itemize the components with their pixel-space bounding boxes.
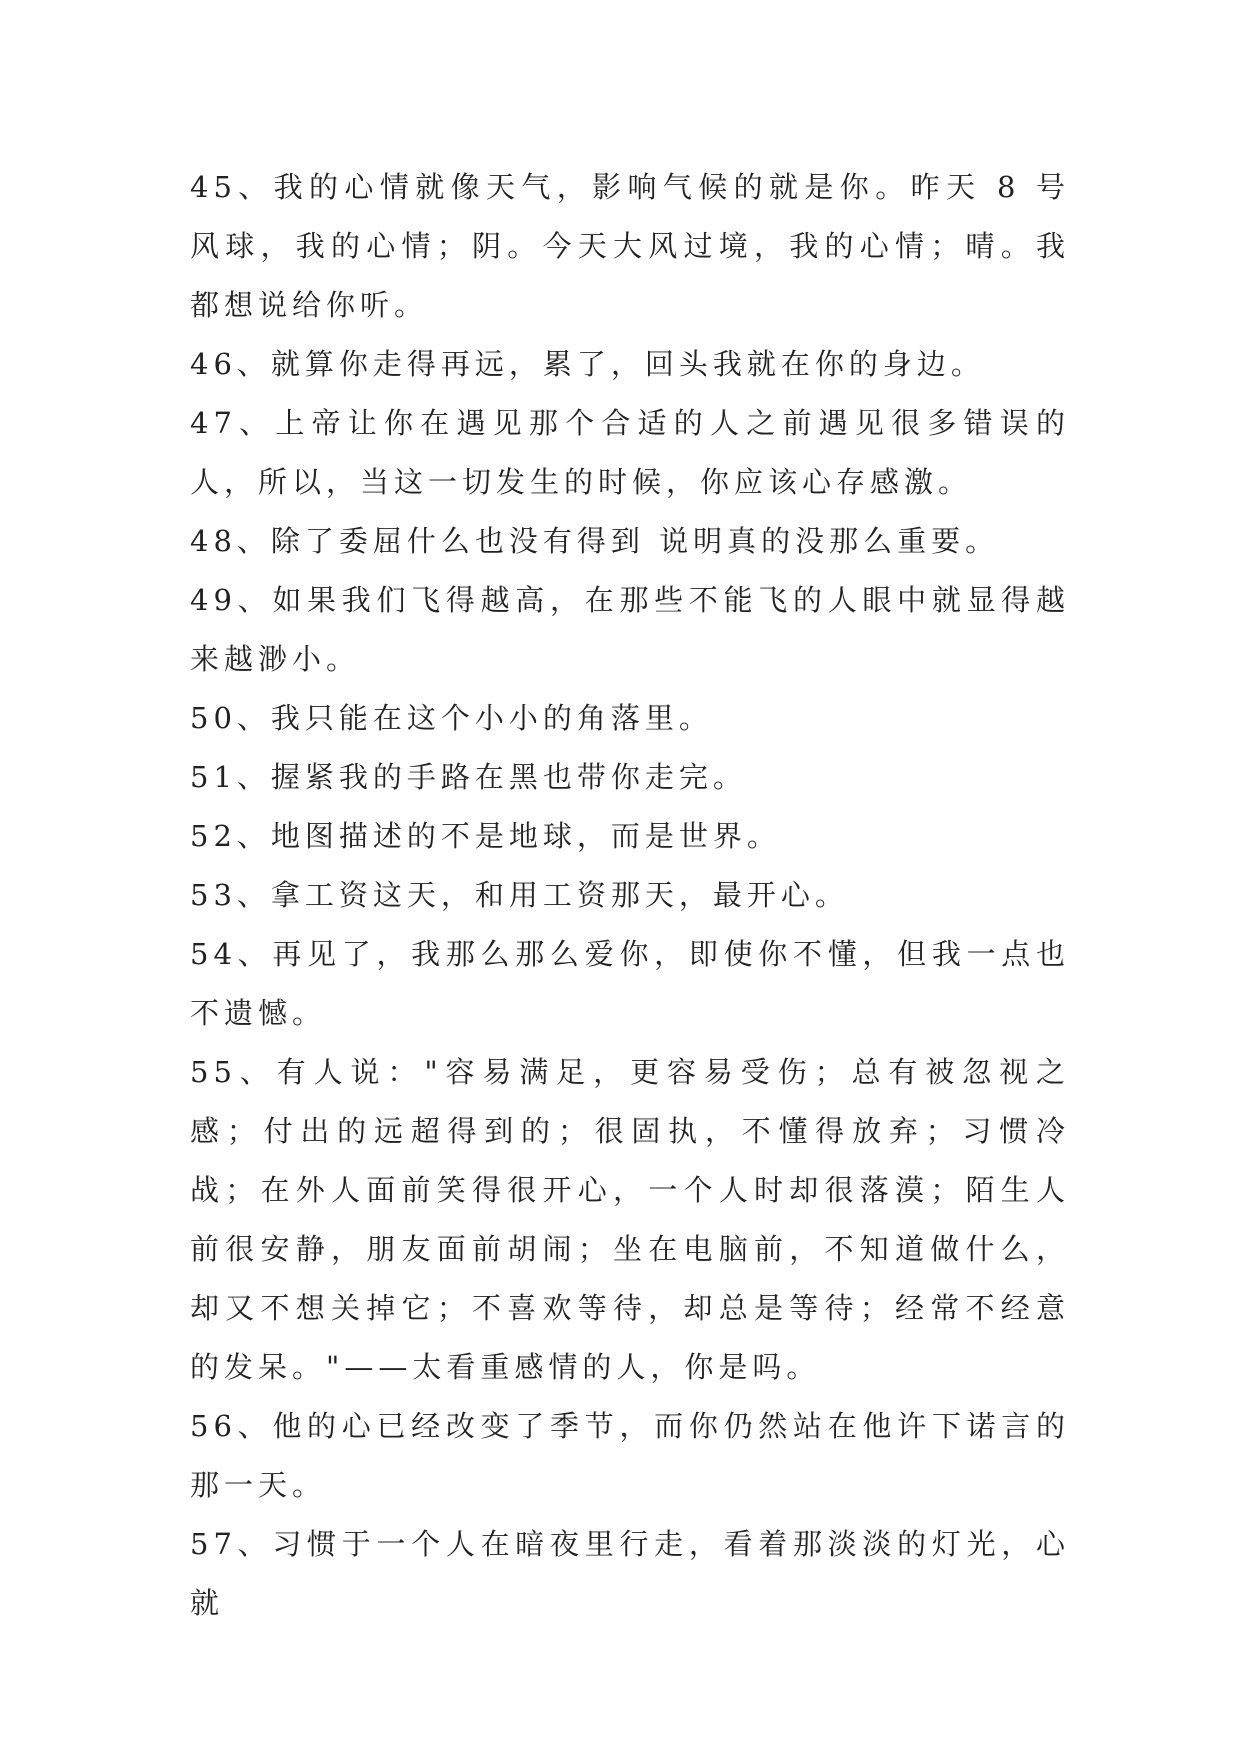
paragraph-50: 50、我只能在这个小小的角落里。 bbox=[190, 701, 713, 735]
paragraph-52: 52、地图描述的不是地球，而是世界。 bbox=[190, 819, 781, 853]
document-body bbox=[190, 158, 1070, 1633]
paragraph-47: 47、上帝让你在遇见那个合适的人之前遇见很多错误的人，所以，当这一切发生的时候，你应该心存感激。 bbox=[190, 406, 1070, 499]
paragraph-48: 48、除了委屈什么也没有得到 说明真的没那么重要。 bbox=[190, 524, 1000, 558]
paragraph-53: 53、拿工资这天，和用工资那天，最开心。 bbox=[190, 878, 849, 912]
paragraph-45: 45、我的心情就像天气，影响气候的就是你。昨天 8 号风球，我的心情；阴。今天大风过境，我的心情；晴。我都想说给你听。 bbox=[190, 170, 1070, 322]
paragraph-51: 51、握紧我的手路在黑也带你走完。 bbox=[190, 760, 747, 794]
paragraph-55: 55、有人说："容易满足，更容易受伤；总有被忽视之感；付出的远超得到的；很固执，不懂得放弃；习惯冷战；在外人面前笑得很开心，一个人时却很落漠；陌生人前很安静，朋友面前胡闹；坐在电脑前，不知道做什么，却又不想关掉它；不喜欢等待，却总是等待；经常不经意的发呆。"——太看重感情的人，你是吗。 bbox=[190, 1055, 1070, 1384]
paragraph-54: 54、再见了，我那么那么爱你，即使你不懂，但我一点也不遗憾。 bbox=[190, 937, 1070, 1030]
paragraph-49: 49、如果我们飞得越高，在那些不能飞的人眼中就显得越来越渺小。 bbox=[190, 583, 1070, 676]
paragraph-56: 56、他的心已经改变了季节，而你仍然站在他许下诺言的那一天。 bbox=[190, 1409, 1070, 1502]
paragraph-46: 46、就算你走得再远，累了，回头我就在你的身边。 bbox=[190, 347, 985, 381]
paragraph-57: 57、习惯于一个人在暗夜里行走，看着那淡淡的灯光，心就 bbox=[190, 1527, 1070, 1620]
